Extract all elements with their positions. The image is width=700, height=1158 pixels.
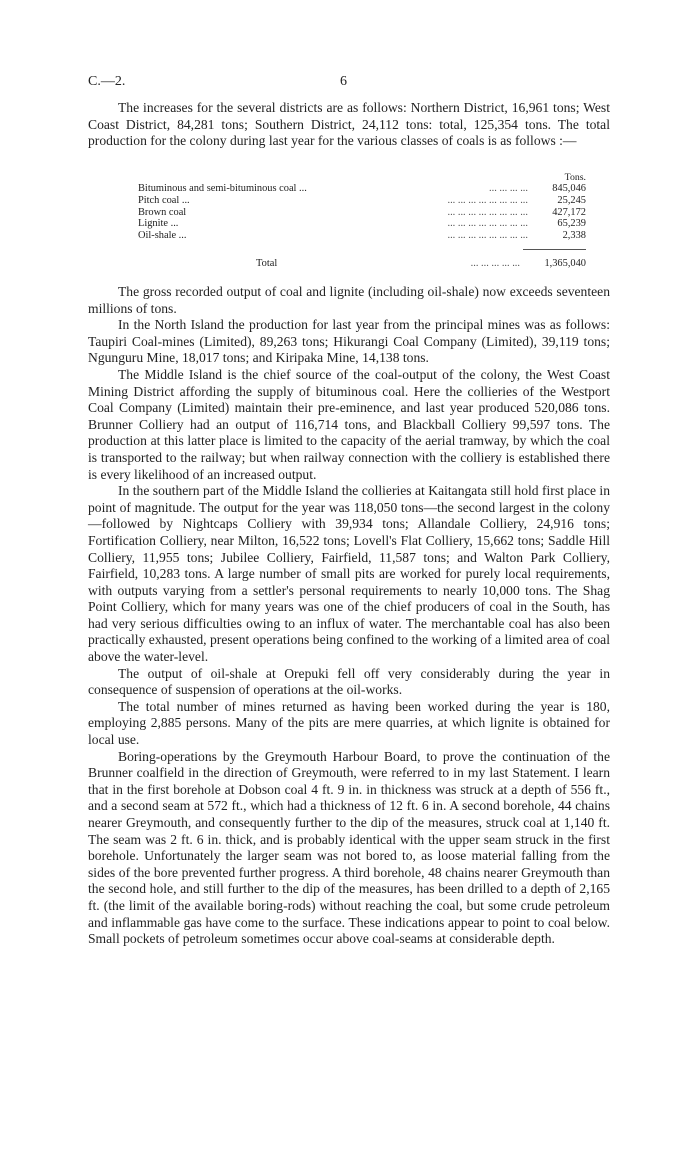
row-value: 845,046 <box>552 183 586 194</box>
table-unit-header: Tons. <box>564 172 586 183</box>
paragraph-middle-island: The Middle Island is the chief source of the coal-output of the colony, the West Coast Mining District affording the supply of bituminous coal. Here the collieries of the Westport Coal Company (Limited) maintain their pre-eminence, and last year produced 520,086 tons. Brunner Colliery had an output of 116,714 tons, and Blackball Colliery 99,597 tons. The production at this latter place is limited to the capacity of the aerial tramway, by which the coal is transported to the railway; but when railway connection with the colliery is established there is every likelihood of an increased output. <box>88 366 610 482</box>
total-value: 1,365,040 <box>544 258 586 269</box>
table-row <box>138 183 586 195</box>
row-leader-dots: ... ... ... ... ... ... ... ... <box>447 218 528 230</box>
row-value: 65,239 <box>557 218 586 230</box>
row-value: 25,245 <box>557 194 586 206</box>
row-leader-dots: ... ... ... ... ... ... ... ... <box>447 230 528 242</box>
total-label: Total <box>256 258 278 269</box>
paragraph-mine-count: The total number of mines returned as having been worked during the year is 180, employing 2,885 persons. Many of the pits are mere quarries, at which lignite is obtained for local use. <box>88 698 610 748</box>
table-row <box>138 207 586 219</box>
document-reference: C.—2. <box>88 74 126 89</box>
table-row <box>138 230 586 242</box>
intro-paragraph-block <box>88 100 610 150</box>
row-label: Oil-shale ... <box>138 230 187 242</box>
row-leader-dots: ... ... ... ... ... ... ... ... <box>447 194 528 206</box>
row-label: Pitch coal ... <box>138 194 190 206</box>
paragraph-oil-shale: The output of oil-shale at Orepuki fell off very considerably during the year in consequence of suspension of operations at the oil-works. <box>88 665 610 698</box>
coal-production-table <box>138 183 586 242</box>
row-label: Lignite ... <box>138 218 179 230</box>
row-label: Bituminous and semi-bituminous coal ... <box>138 183 307 194</box>
row-leader-dots: ... ... ... ... <box>489 183 528 194</box>
page-number: 6 <box>340 74 347 89</box>
table-row <box>138 218 586 230</box>
total-leader-dots: ... ... ... ... ... <box>470 258 520 269</box>
paragraph-gross-output: The gross recorded output of coal and lignite (including oil-shale) now exceeds seventeen millions of tons. <box>88 284 610 316</box>
paragraph-southern-collieries: In the southern part of the Middle Island the collieries at Kaitangata still hold first place in point of magnitude. The output for the year was 118,050 tons—the second largest in the colony—followed by Nightcaps Colliery with 39,934 tons; Allandale Colliery, 24,916 tons; Fortification Colliery, near Milton, 16,522 tons; Lovell's Flat Colliery, 15,662 tons; Saddle Hill Colliery, 11,955 tons; Jubilee Colliery, Fairfield, 11,587 tons; and Walton Park Colliery, Fairfield, 10,283 tons. A large number of small pits are worked for purely local requirements, with outputs varying from a settler's personal requirements to nearly 10,000 tons. The Shag Point Colliery, which for many years was one of the chief producers of coal in the South, has had very serious difficulties owing to an influx of water. The merchantable coal has also been practically exhausted, present operations being confined to the working of a limited area of coal above the water-level. <box>88 483 610 665</box>
intro-paragraph: The increases for the several districts are as follows: Northern District, 16,961 tons; West Coast District, 84,281 tons; Southern District, 24,112 tons: total, 125,354 tons. The total production for the colony during last year for the various classes of coals is as follows :— <box>88 100 610 149</box>
row-value: 427,172 <box>552 206 586 218</box>
table-row <box>138 195 586 207</box>
paragraph-north-island: In the North Island the production for last year from the principal mines was as follows: Taupiri Coal-mines (Limited), 89,263 tons; Hikurangi Coal Company (Limited), 39,119 tons; Ngunguru Mine, 18,017 tons; and Kiripaka Mine, 14,138 tons. <box>88 317 610 366</box>
body-text <box>88 284 610 948</box>
row-leader-dots: ... ... ... ... ... ... ... ... <box>447 206 528 218</box>
paragraph-boring-operations: Boring-operations by the Greymouth Harbour Board, to prove the continuation of the Brunner coalfield in the direction of Greymouth, were referred to in my last Statement. I learn that in the first borehole at Dobson coal 4 ft. 9 in. in thickness was struck at a depth of 556 ft., and a second seam at 572 ft., which had a thickness of 12 ft. 6 in. A second borehole, 44 chains nearer Greymouth, and consequently further to the dip of the measures, struck coal at 1,140 ft. The seam was 2 ft. 6 in. thick, and is probably identical with the upper seam struck in the first borehole. Unfortunately the larger seam was not bored to, as loose material falling from the sides of the bore prevented further progress. A third borehole, 48 chains nearer Greymouth than the second hole, and still further to the dip of the measures, has been drilled to a depth of 2,165 ft. (the limit of the available boring-rods) without reaching the coal, but some crude petroleum and inflammable gas have come to the surface. These indications appear to point to coal below. Small pockets of petroleum sometimes occur above coal-seams at considerable depth. <box>88 748 610 947</box>
total-rule <box>523 249 586 250</box>
row-value: 2,338 <box>562 230 586 242</box>
row-label: Brown coal <box>138 206 187 218</box>
